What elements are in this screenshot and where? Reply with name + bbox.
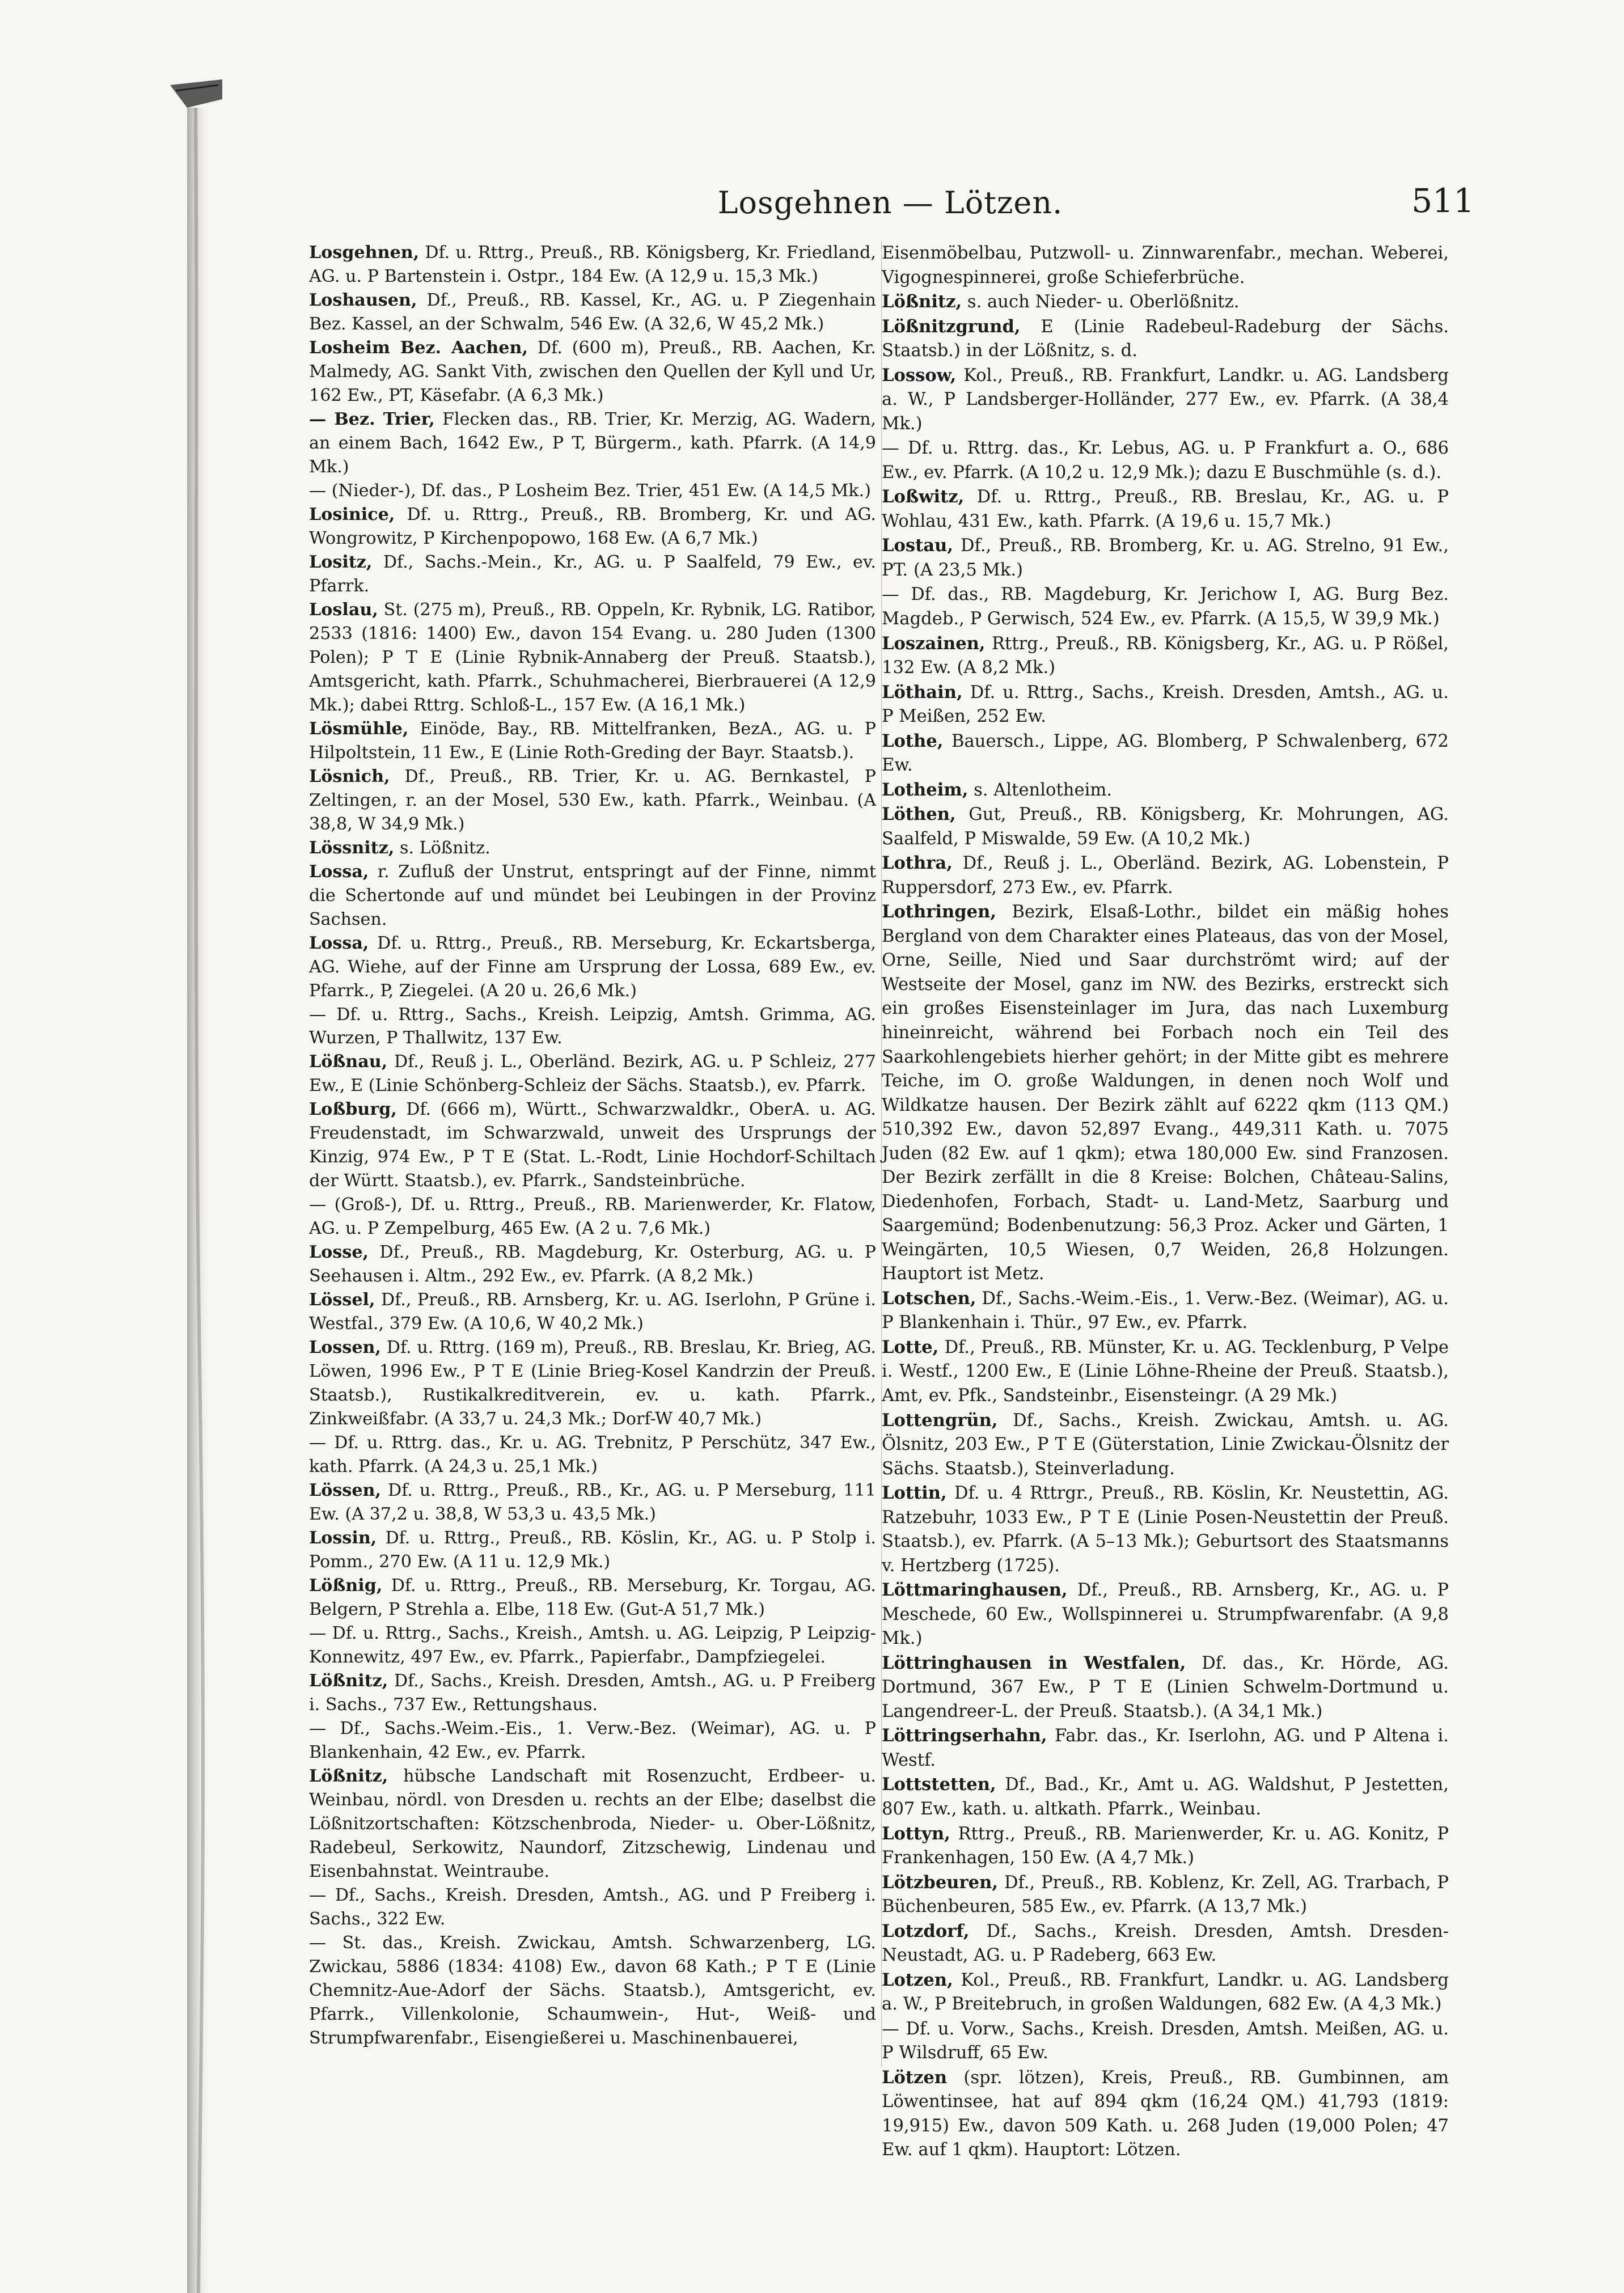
dictionary-entry bbox=[882, 680, 1449, 729]
entry-headword: Lotte, bbox=[882, 1336, 939, 1357]
entry-text: Fabr. das., Kr. Iserlohn, AG. und P Altena i. Westf. bbox=[882, 1726, 1449, 1770]
dictionary-entry bbox=[882, 1772, 1449, 1821]
dictionary-entry bbox=[309, 1288, 876, 1336]
entry-text: — Df. u. Rttrg. das., Kr. u. AG. Trebnitz, P Perschütz, 347 Ew., kath. Pfarrk. (A 24,3 u. 25,1 Mk.) bbox=[309, 1433, 876, 1477]
dictionary-entry bbox=[309, 1050, 876, 1098]
entry-text: Einöde, Bay., RB. Mittelfranken, BezA., AG. u. P Hilpoltstein, 11 Ew., E (Linie Roth-Greding der Bayr. Staatsb.). bbox=[309, 718, 876, 763]
entry-headword: Lößnitz, bbox=[882, 291, 962, 312]
entry-headword: Losheim Bez. Aachen, bbox=[309, 337, 528, 358]
entry-headword: Loshausen, bbox=[309, 290, 417, 310]
entry-headword: Lostau, bbox=[882, 535, 953, 556]
entry-text: Df., Reuß j. L., Oberländ. Bezirk, AG. Lobenstein, P Ruppersdorf, 273 Ew., ev. Pfarrk. bbox=[882, 853, 1449, 898]
left-column bbox=[309, 241, 876, 2050]
dictionary-entry bbox=[882, 2066, 1449, 2163]
entry-text: Df. u. Rttrg., Preuß., RB. Merseburg, Kr. Torgau, AG. Belgern, P Strehla a. Elbe, 118 Ew. (Gut-A 51,7 Mk.) bbox=[309, 1576, 876, 1620]
entry-text: — St. das., Kreish. Zwickau, Amtsh. Schwarzenberg, LG. Zwickau, 5886 (1834: 4108) Ew., davon 68 Kath.; P T E (Linie Chemnitz-Aue-Adorf der Sächs. Staatsb.), Amtsgericht, ev. Pfarrk., Villenkolonie, Schaumwein-, Hut-, Weiß- und Strumpfwarenfabr., Eisengießerei u. Maschinenbauerei, bbox=[309, 1932, 876, 2048]
entry-headword: Lotschen, bbox=[882, 1288, 976, 1309]
dictionary-entry bbox=[882, 1408, 1449, 1482]
dictionary-entry bbox=[309, 598, 876, 717]
dictionary-entry bbox=[309, 1884, 876, 1931]
entry-headword: Lossa, bbox=[309, 933, 369, 953]
dictionary-entry bbox=[882, 900, 1449, 1287]
dictionary-entry bbox=[882, 802, 1449, 851]
entry-headword: Lottengrün, bbox=[882, 1410, 998, 1431]
entry-headword: Lössnitz, bbox=[309, 837, 395, 858]
dictionary-entry bbox=[309, 860, 876, 932]
dictionary-entry bbox=[882, 315, 1449, 363]
entry-headword: Löttringhausen in Westfalen, bbox=[882, 1652, 1186, 1673]
entry-headword: Lösnich, bbox=[309, 766, 390, 786]
entry-headword: Lossa, bbox=[309, 861, 369, 882]
entry-text: Bezirk, Elsaß-Lothr., bildet ein mäßig hohes Bergland von dem Charakter eines Plateaus, das von der Mosel, Orne, Seille, Nied und Saar durchströmt wird; auf der Westseite der Mosel, ganz im NW. des Bezirks, erstreckt sich ein großes Eisensteinlager im Jura, das nach Luxemburg hineinreicht, während bei Forbach noch ein Teil des Saarkohlengebiets hierher gehört; in der Mitte gibt es mehrere Teiche, im O. große Waldungen, in denen noch Wolf und Wildkatze hausen. Der Bezirk zählt auf 6222 qkm (113 QM.) 510,392 Ew., davon 52,897 Evang., 449,311 Kath. u. 7075 Juden (82 Ew. auf 1 qkm); etwa 180,000 Ew. sind Franzosen. Der Bezirk zerfällt in die 8 Kreise: Bolchen, Château-Salins, Diedenhofen, Forbach, Stadt- u. Land-Metz, Saarburg und Saargemünd; Bodenbenutzung: 56,3 Proz. Acker und Gärten, 1 Weingärten, 10,5 Wiesen, 0,7 Weiden, 26,8 Holzungen. Hauptort ist Metz. bbox=[882, 902, 1449, 1284]
right-column bbox=[882, 241, 1449, 2163]
dictionary-entry bbox=[882, 2017, 1449, 2066]
entry-headword: Loslau, bbox=[309, 599, 378, 620]
entry-headword: Lößnig, bbox=[309, 1576, 383, 1596]
dictionary-entry bbox=[309, 503, 876, 551]
binding-shadow-graphic bbox=[0, 0, 227, 2293]
entry-headword: Loszainen, bbox=[882, 633, 986, 654]
dictionary-entry bbox=[309, 1241, 876, 1288]
dictionary-entry bbox=[882, 1871, 1449, 1919]
entry-headword: Lothra, bbox=[882, 853, 953, 874]
dictionary-entry bbox=[309, 1574, 876, 1622]
entry-text: Df., Preuß., RB. Arnsberg, Kr. u. AG. Iserlohn, P Grüne i. Westfal., 379 Ew. (A 10,6, W 40,2 Mk.) bbox=[309, 1290, 876, 1334]
entry-text: — (Nieder-), Df. das., P Losheim Bez. Trier, 451 Ew. (A 14,5 Mk.) bbox=[309, 480, 871, 501]
entry-headword: Lossin, bbox=[309, 1528, 377, 1549]
entry-text: Eisenmöbelbau, Putzwoll- u. Zinnwarenfabr., mechan. Weberei, Vigognespinnerei, große Schieferbrüche. bbox=[882, 243, 1449, 287]
dictionary-entry bbox=[882, 1919, 1449, 1968]
entry-headword: Lottin, bbox=[882, 1483, 947, 1504]
dictionary-entry bbox=[309, 836, 876, 860]
entry-headword: Lößnitz, bbox=[309, 1671, 388, 1691]
entry-text: Df., Preuß., RB. Trier, Kr. u. AG. Bernkastel, P Zeltingen, r. an der Mosel, 530 Ew., kath. Pfarrk., Weinbau. (A 38,8, W 34,9 Mk.) bbox=[309, 766, 876, 834]
entry-headword: Lothringen, bbox=[882, 902, 997, 923]
entry-text: Df. u. Rttrg., Preuß., RB., Kr., AG. u. P Merseburg, 111 Ew. (A 37,2 u. 38,8, W 53,3 u. 43,5 Mk.) bbox=[309, 1480, 876, 1525]
entry-text: Df., Preuß., RB. Bromberg, Kr. u. AG. Strelno, 91 Ew., PT. (A 23,5 Mk.) bbox=[882, 536, 1449, 580]
entry-text: — Df., Sachs.-Weim.-Eis., 1. Verw.-Bez. (Weimar), AG. u. P Blankenhain, 42 Ew., ev. Pfarrk. bbox=[309, 1719, 876, 1763]
entry-text: Rttrg., Preuß., RB. Marienwerder, Kr. u. AG. Konitz, P Frankenhagen, 150 Ew. (A 4,7 Mk.) bbox=[882, 1824, 1449, 1868]
dictionary-entry bbox=[309, 336, 876, 408]
entry-text: — Df. das., RB. Magdeburg, Kr. Jerichow I, AG. Burg Bez. Magdeb., P Gerwisch, 524 Ew., ev. Pfarrk. (A 15,5, W 39,9 Mk.) bbox=[882, 585, 1449, 629]
entry-text: s. Lößnitz. bbox=[394, 837, 490, 858]
entry-headword: Losse, bbox=[309, 1242, 369, 1263]
dictionary-entry bbox=[309, 765, 876, 836]
page-header bbox=[306, 181, 1474, 227]
entry-headword: Lößnau, bbox=[309, 1052, 388, 1072]
dictionary-entry bbox=[882, 729, 1449, 778]
entry-headword: Lottyn, bbox=[882, 1823, 950, 1844]
entry-text: Df., Sachs., Kreish. Zwickau, Amtsh. u. AG. Ölsnitz, 203 Ew., P T E (Güterstation, Linie Zwickau-Ölsnitz der Sächs. Staatsb.), Steinverladung. bbox=[882, 1410, 1449, 1479]
entry-text: Df. (600 m), Preuß., RB. Aachen, Kr. Malmedy, AG. Sankt Vith, zwischen den Quellen der Kyll und Ur, 162 Ew., PT, Käsefabr. (A 6,3 Mk.) bbox=[309, 337, 876, 405]
entry-text: — Df. u. Rttrg. das., Kr. Lebus, AG. u. P Frankfurt a. O., 686 Ew., ev. Pfarrk. (A 10,2 u. 12,9 Mk.); dazu E Buschmühle (s. d.). bbox=[882, 438, 1449, 483]
dictionary-entry bbox=[309, 479, 876, 503]
dictionary-entry bbox=[309, 1931, 876, 2050]
entry-headword: Lotzen, bbox=[882, 1969, 953, 1990]
entry-text: Df., Bad., Kr., Amt u. AG. Waldshut, P Jestetten, 807 Ew., kath. u. altkath. Pfarrk., Weinbau. bbox=[882, 1775, 1449, 1819]
entry-headword: Lossen, bbox=[309, 1338, 382, 1358]
entry-headword: Lötzbeuren, bbox=[882, 1872, 998, 1893]
entry-text: Df. u. Rttrg., Preuß., RB. Breslau, Kr., AG. u. P Wohlau, 431 Ew., kath. Pfarrk. (A 19,6 u. 15,7 Mk.) bbox=[882, 487, 1449, 531]
entry-headword: Losinice, bbox=[309, 504, 395, 524]
entry-text: Df., Reuß j. L., Oberländ. Bezirk, AG. u. P Schleiz, 277 Ew., E (Linie Schönberg-Schleiz der Sächs. Staatsb.), ev. Pfarrk. bbox=[309, 1052, 876, 1096]
entry-text: Df. u. Rttrg., Preuß., RB. Bromberg, Kr. und AG. Wongrowitz, P Kirchenpopowo, 168 Ew. (A 6,7 Mk.) bbox=[309, 504, 876, 548]
dictionary-entry bbox=[309, 1336, 876, 1431]
entry-headword: Löttmaringhausen, bbox=[882, 1580, 1068, 1601]
entry-text: Rttrg., Preuß., RB. Königsberg, Kr., AG. u. P Rößel, 132 Ew. (A 8,2 Mk.) bbox=[882, 633, 1449, 678]
entry-text: Df. u. Rttrg., Preuß., RB. Königsberg, Kr. Friedland, AG. u. P Bartenstein i. Ostpr., 184 Ew. (A 12,9 u. 15,3 Mk.) bbox=[309, 243, 876, 286]
entry-headword: Lösmühle, bbox=[309, 718, 409, 739]
dictionary-entry bbox=[309, 1717, 876, 1765]
dictionary-entry bbox=[309, 241, 876, 289]
dictionary-entry bbox=[309, 1526, 876, 1574]
entry-text: Kol., Preuß., RB. Frankfurt, Landkr. u. AG. Landsberg a. W., P Landsberger-Holländer, 277 Ew., ev. Pfarrk. (A 38,4 Mk.) bbox=[882, 365, 1449, 434]
entry-text: — Df. u. Vorw., Sachs., Kreish. Dresden, Amtsh. Meißen, AG. u. P Wilsdruff, 65 Ew. bbox=[882, 2019, 1449, 2063]
entry-text: hübsche Landschaft mit Rosenzucht, Erdbeer- u. Weinbau, nördl. von Dresden u. rechts an der Elbe; daselbst die Lößnitzortschaften: Kötzschenbroda, Nieder- u. Ober-Lößnitz, Radebeul, Serkowitz, Naundorf, Zitzschewig, Lindenau und Eisenbahnstat. Weintraube. bbox=[309, 1766, 876, 1881]
entry-text: — Df. u. Rttrg., Sachs., Kreish. Leipzig, Amtsh. Grimma, AG. Wurzen, P Thallwitz, 137 Ew. bbox=[309, 1004, 876, 1048]
entry-headword: Lößnitzgrund, bbox=[882, 316, 1021, 337]
entry-text: r. Zufluß der Unstrut, entspringt auf der Finne, nimmt die Schertonde auf und mündet bei Leubingen in der Provinz Sachsen. bbox=[309, 861, 876, 929]
entry-text: s. Altenlotheim. bbox=[968, 780, 1113, 800]
entry-text: Df., Sachs., Kreish. Dresden, Amtsh., AG. u. P Freiberg i. Sachs., 737 Ew., Rettungshaus. bbox=[309, 1671, 876, 1715]
entry-text: Df., Preuß., RB. Koblenz, Kr. Zell, AG. Trarbach, P Büchenbeuren, 585 Ew., ev. Pfarrk. (A 13,7 Mk.) bbox=[882, 1872, 1449, 1917]
entry-headword: Lothe, bbox=[882, 730, 944, 751]
dictionary-entry bbox=[309, 1479, 876, 1526]
entry-text: Df., Preuß., RB. Arnsberg, Kr., AG. u. P Meschede, 60 Ew., Wollspinnerei u. Strumpfwarenfabr. (A 9,8 Mk.) bbox=[882, 1580, 1449, 1649]
entry-headword: Lössel, bbox=[309, 1290, 375, 1310]
entry-text: Df. u. Rttrg. (169 m), Preuß., RB. Breslau, Kr. Brieg, AG. Löwen, 1996 Ew., P T E (Linie Brieg-Kosel Kandrzin der Preuß. Staatsb.), Rustikalkreditverein, ev. u. kath. Pfarrk., Zinkweißfabr. (A 33,7 u. 24,3 Mk.; Dorf-W 40,7 Mk.) bbox=[309, 1338, 876, 1429]
entry-headword: Loßwitz, bbox=[882, 486, 965, 507]
entry-headword: Loßburg, bbox=[309, 1099, 397, 1120]
dictionary-entry bbox=[309, 289, 876, 336]
entry-headword: Lositz, bbox=[309, 552, 373, 572]
dictionary-entry bbox=[309, 1193, 876, 1241]
entry-text: — (Groß-), Df. u. Rttrg., Preuß., RB. Marienwerder, Kr. Flatow, AG. u. P Zempelburg, 465 Ew. (A 2 u. 7,6 Mk.) bbox=[309, 1195, 876, 1239]
entry-text: Df. (666 m), Württ., Schwarzwaldkr., OberA. u. AG. Freudenstadt, im Schwarzwald, unweit des Ursprungs der Kinzig, 974 Ew., P T E (Stat. L.-Rodt, Linie Hochdorf-Schiltach der Württ. Staatsb.), ev. Pfarrk., Sandsteinbrüche. bbox=[309, 1099, 876, 1191]
dictionary-entry bbox=[309, 932, 876, 1003]
dictionary-entry bbox=[882, 1724, 1449, 1772]
page-number: 511 bbox=[1411, 181, 1474, 220]
entry-headword: Lotheim, bbox=[882, 779, 969, 800]
entry-text: Df. u. Rttrg., Sachs., Kreish. Dresden, Amtsh., AG. u. P Meißen, 252 Ew. bbox=[882, 682, 1449, 727]
entry-text: Gut, Preuß., RB. Königsberg, Kr. Mohrungen, AG. Saalfeld, P Miswalde, 59 Ew. (A 10,2 Mk.) bbox=[882, 805, 1449, 849]
entry-headword: Lössen, bbox=[309, 1480, 382, 1501]
entry-headword: Lößnitz, bbox=[309, 1766, 388, 1786]
dictionary-entry bbox=[882, 290, 1449, 315]
dictionary-entry bbox=[309, 1003, 876, 1051]
dictionary-entry bbox=[882, 485, 1449, 534]
dictionary-entry bbox=[309, 717, 876, 765]
entry-text: Df., Preuß., RB. Münster, Kr. u. AG. Tecklenburg, P Velpe i. Westf., 1200 Ew., E (Linie Löhne-Rheine der Preuß. Staatsb.), Amt, ev. Pfk., Sandsteinbr., Eisensteingr. (A 29 Mk.) bbox=[882, 1337, 1449, 1406]
dictionary-entry bbox=[882, 851, 1449, 900]
entry-text: s. auch Nieder- u. Oberlößnitz. bbox=[962, 292, 1240, 312]
entry-text: Df. u. 4 Rttrgr., Preuß., RB. Köslin, Kr. Neustettin, AG. Ratzebuhr, 1033 Ew., P T E (Linie Posen-Neustettin der Preuß. Staatsb.), ev. Pfarrk. (A 5–13 Mk.); Geburtsort des Staatsmanns v. Hertzberg (1725). bbox=[882, 1483, 1449, 1576]
entry-headword: Lotzdorf, bbox=[882, 1920, 970, 1941]
dictionary-entry bbox=[309, 1431, 876, 1479]
dictionary-entry bbox=[309, 1098, 876, 1193]
entry-text: Df., Sachs., Kreish. Dresden, Amtsh. Dresden-Neustadt, AG. u. P Radeberg, 663 Ew. bbox=[882, 1921, 1449, 1966]
dictionary-entry bbox=[882, 1578, 1449, 1651]
entry-text: — Df. u. Rttrg., Sachs., Kreish., Amtsh. u. AG. Leipzig, P Leipzig-Konnewitz, 497 Ew., ev. Pfarrk., Papierfabr., Dampfziegelei. bbox=[309, 1623, 876, 1668]
dictionary-entry bbox=[882, 1335, 1449, 1408]
dictionary-entry bbox=[882, 778, 1449, 803]
dictionary-entry bbox=[882, 1651, 1449, 1724]
entry-text: Df., Sachs.-Mein., Kr., AG. u. P Saalfeld, 79 Ew., ev. Pfarrk. bbox=[309, 552, 876, 596]
dictionary-entry bbox=[309, 408, 876, 479]
dictionary-entry bbox=[309, 1669, 876, 1717]
entry-text: Df., Sachs.-Weim.-Eis., 1. Verw.-Bez. (Weimar), AG. u. P Blankenhain i. Thür., 97 Ew., ev. Pfarrk. bbox=[882, 1288, 1449, 1333]
entry-text: Df., Preuß., RB. Kassel, Kr., AG. u. P Ziegenhain Bez. Kassel, an der Schwalm, 546 Ew. (A 32,6, W 45,2 Mk.) bbox=[309, 290, 876, 334]
entry-text: (spr. lötzen), Kreis, Preuß., RB. Gumbinnen, am Löwentinsee, hat auf 894 qkm (16,24 QM.) 41,793 (1819: 19,915) Ew., davon 509 Kath. u. 268 Juden (19,000 Polen; 47 Ew. auf 1 qkm). Hauptort: Lötzen. bbox=[882, 2067, 1449, 2160]
dictionary-entry bbox=[882, 632, 1449, 680]
dictionary-entry bbox=[309, 1622, 876, 1669]
entry-text: Df. das., Kr. Hörde, AG. Dortmund, 367 Ew., P T E (Linien Schwelm-Dortmund u. Langendreer-L. der Preuß. Staatsb.). (A 34,1 Mk.) bbox=[882, 1653, 1449, 1721]
entry-text: Df. u. Rttrg., Preuß., RB. Köslin, Kr., AG. u. P Stolp i. Pomm., 270 Ew. (A 11 u. 12,9 Mk.) bbox=[309, 1528, 876, 1572]
entry-headword: Losgehnen, bbox=[309, 243, 420, 263]
dictionary-entry bbox=[309, 551, 876, 598]
entry-headword: Löthain, bbox=[882, 682, 963, 703]
dictionary-entry bbox=[882, 1481, 1449, 1578]
dictionary-entry bbox=[882, 534, 1449, 582]
entry-headword: — Bez. Trier, bbox=[309, 409, 435, 429]
entry-headword: Lossow, bbox=[882, 365, 957, 386]
entry-text: Df. u. Rttrg., Preuß., RB. Merseburg, Kr. Eckartsberga, AG. Wiehe, auf der Finne am Ursprung der Lossa, 689 Ew., ev. Pfarrk., P, Ziegelei. (A 20 u. 26,6 Mk.) bbox=[309, 933, 876, 1001]
entry-headword: Löttringserhahn, bbox=[882, 1725, 1047, 1746]
entry-text: St. (275 m), Preuß., RB. Oppeln, Kr. Rybnik, LG. Ratibor, 2533 (1816: 1400) Ew., davon 154 Evang. u. 280 Juden (1300 Polen); P T E (Linie Rybnik-Annaberg der Preuß. Staatsb.), Amtsgericht, kath. Pfarrk., Schuhmacherei, Bierbrauerei (A 12,9 Mk.); dabei Rttrg. Schloß-L., 157 Ew. (A 16,1 Mk.) bbox=[309, 599, 876, 715]
entry-text: E (Linie Radebeul-Radeburg der Sächs. Staatsb.) in der Lößnitz, s. d. bbox=[882, 316, 1449, 361]
dictionary-entry bbox=[882, 241, 1449, 290]
dictionary-entry bbox=[882, 436, 1449, 485]
entry-text: — Df., Sachs., Kreish. Dresden, Amtsh., AG. und P Freiberg i. Sachs., 322 Ew. bbox=[309, 1885, 876, 1929]
dictionary-entry bbox=[882, 363, 1449, 437]
entry-headword: Lötzen bbox=[882, 2067, 948, 2088]
entry-text: Df., Preuß., RB. Magdeburg, Kr. Osterburg, AG. u. P Seehausen i. Altm., 292 Ew., ev. Pfarrk. (A 8,2 Mk.) bbox=[309, 1242, 876, 1287]
running-head: Losgehnen — Lötzen. bbox=[717, 185, 1063, 221]
entry-headword: Lottstetten, bbox=[882, 1774, 996, 1795]
entry-headword: Löthen, bbox=[882, 804, 956, 825]
dictionary-entry bbox=[882, 1968, 1449, 2017]
entry-text: Flecken das., RB. Trier, Kr. Merzig, AG. Wadern, an einem Bach, 1642 Ew., P T, Bürgerm., kath. Pfarrk. (A 14,9 Mk.) bbox=[309, 409, 876, 477]
entry-text: Bauersch., Lippe, AG. Blomberg, P Schwalenberg, 672 Ew. bbox=[882, 731, 1449, 776]
dictionary-entry bbox=[882, 582, 1449, 631]
dictionary-entry bbox=[882, 1822, 1449, 1871]
book-binding-edge bbox=[0, 0, 227, 2293]
entry-text: Kol., Preuß., RB. Frankfurt, Landkr. u. AG. Landsberg a. W., P Breitebruch, in großen Waldungen, 682 Ew. (A 4,3 Mk.) bbox=[882, 1970, 1449, 2015]
dictionary-entry bbox=[309, 1765, 876, 1884]
dictionary-entry bbox=[882, 1287, 1449, 1335]
